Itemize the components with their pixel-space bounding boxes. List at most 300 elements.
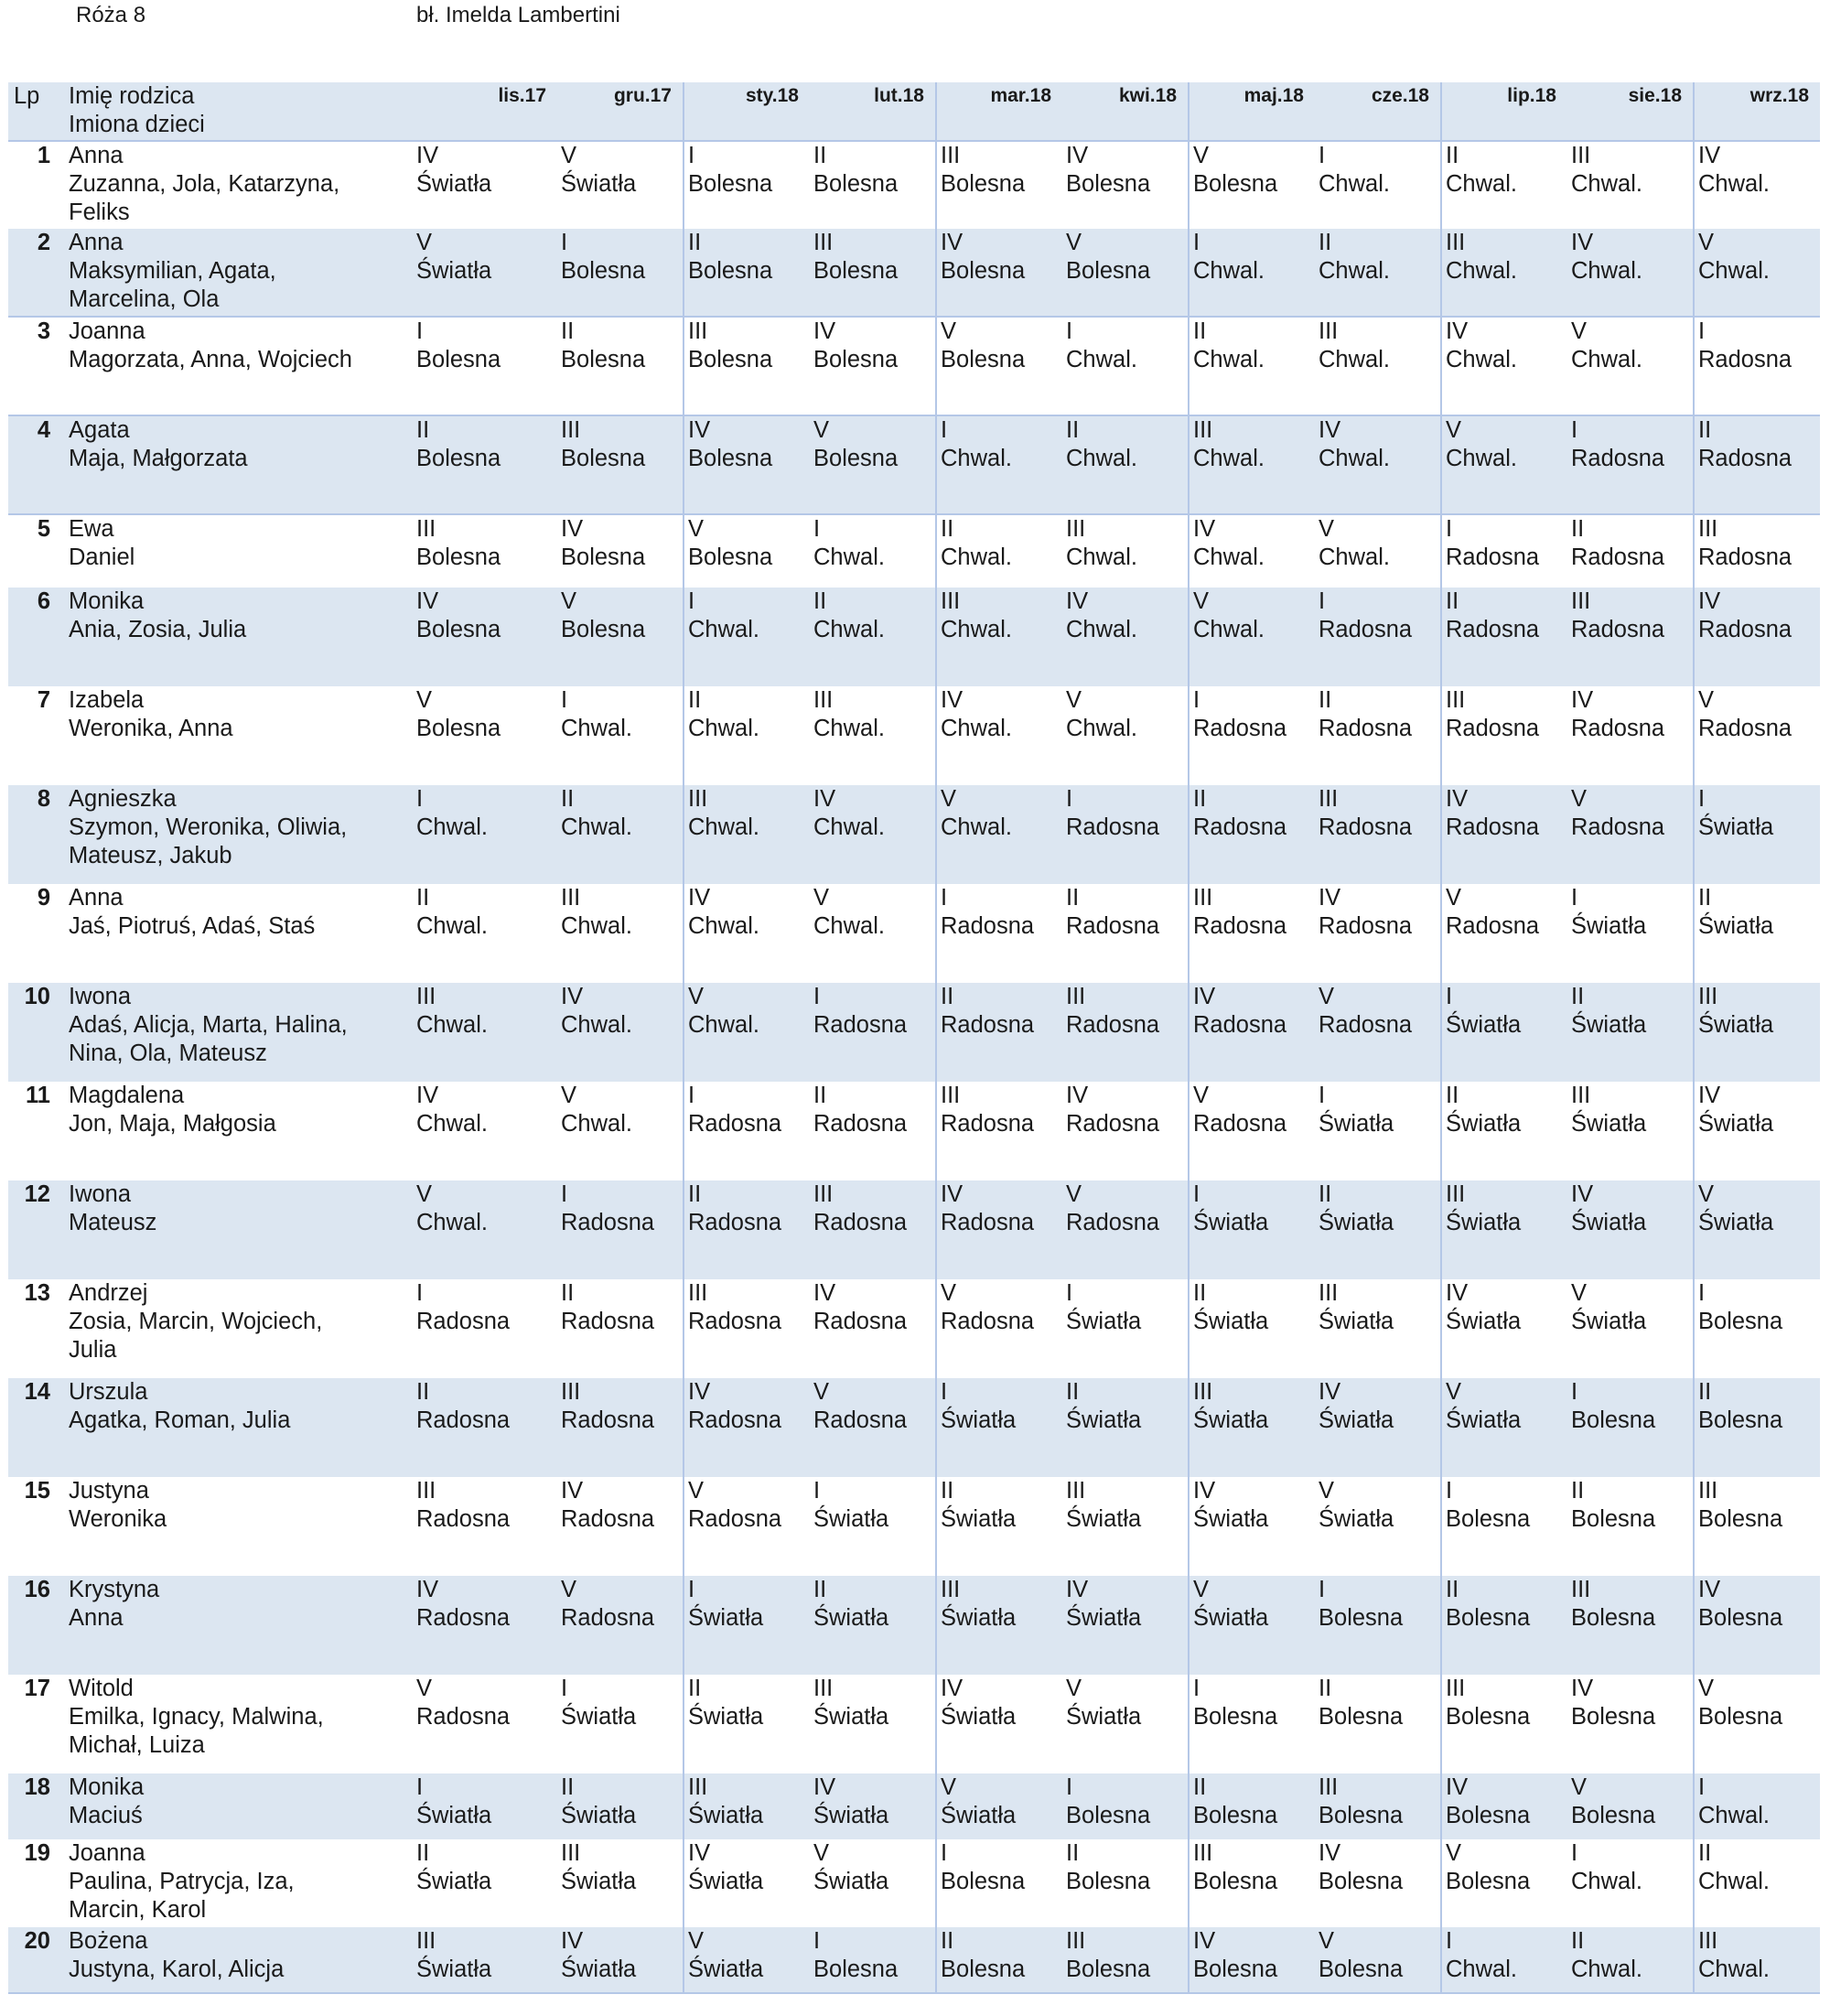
mystery-cell: [1567, 983, 1694, 1082]
mystery-number: III: [1698, 984, 1718, 1009]
mystery-number: IV: [1193, 516, 1216, 542]
mystery-number: II: [1066, 417, 1080, 443]
mystery-cell: [936, 1839, 1062, 1927]
mystery-part: Chwal.: [1446, 1957, 1517, 1982]
mystery-cell: [1694, 884, 1820, 983]
mystery-number: III: [813, 1181, 834, 1207]
mystery-part: Bolesna: [1193, 1704, 1278, 1730]
table-row: [8, 983, 1820, 1082]
mystery-cell: [810, 1839, 936, 1927]
mystery-cell: [557, 1576, 684, 1675]
mystery-number: IV: [416, 1083, 439, 1108]
lp-header: Lp: [8, 82, 69, 141]
mystery-number: III: [1193, 1840, 1213, 1866]
mystery-number: V: [941, 1280, 957, 1306]
mystery-part: Radosna: [416, 1506, 511, 1532]
mystery-part: Radosna: [688, 1506, 782, 1532]
mystery-cell: [1567, 1082, 1694, 1180]
mystery-number: II: [688, 1676, 702, 1701]
mystery-number: IV: [1571, 687, 1594, 713]
table-row: [8, 514, 1820, 588]
mystery-number: II: [941, 1928, 954, 1954]
mystery-part: Bolesna: [688, 171, 773, 197]
table-row: [8, 588, 1820, 686]
mystery-cell: [684, 1082, 810, 1180]
mystery-cell: [1315, 141, 1441, 229]
mystery-cell: [1189, 415, 1315, 514]
mystery-cell: [1315, 1927, 1441, 1993]
mystery-number: II: [1698, 1840, 1712, 1866]
mystery-cell: [1694, 785, 1820, 884]
mystery-number: III: [561, 1840, 581, 1866]
mystery-part: Światła: [1446, 1012, 1522, 1038]
mystery-number: III: [1571, 1577, 1591, 1602]
mystery-part: Chwal.: [1446, 446, 1517, 471]
parent-name: Monika: [69, 588, 145, 614]
mystery-number: III: [813, 1676, 834, 1701]
mystery-part: Radosna: [941, 1012, 1035, 1038]
mystery-number: II: [1446, 588, 1459, 614]
mystery-number: I: [813, 1928, 821, 1954]
mystery-part: Bolesna: [941, 1869, 1026, 1894]
mystery-number: IV: [1446, 1280, 1469, 1306]
children-names: Anna: [69, 1605, 124, 1631]
mystery-number: II: [813, 1083, 827, 1108]
mystery-number: I: [1066, 318, 1073, 344]
mystery-part: Radosna: [561, 1506, 655, 1532]
mystery-cell: [684, 686, 810, 785]
mystery-cell: [1189, 141, 1315, 229]
parent-name: Ewa: [69, 516, 114, 542]
mystery-cell: [1315, 1279, 1441, 1378]
mystery-cell: [1567, 141, 1694, 229]
mystery-cell: [1567, 229, 1694, 317]
mystery-number: III: [1066, 516, 1086, 542]
mystery-part: Światła: [1698, 1012, 1774, 1038]
mystery-cell: [1189, 1773, 1315, 1839]
mystery-number: I: [1319, 588, 1326, 614]
mystery-part: Radosna: [561, 1407, 655, 1433]
mystery-number: V: [561, 1577, 577, 1602]
mystery-number: V: [1319, 1478, 1335, 1504]
mystery-part: Radosna: [1571, 716, 1665, 741]
mystery-number: IV: [688, 417, 711, 443]
mystery-number: III: [561, 1379, 581, 1405]
mystery-number: V: [1066, 1181, 1082, 1207]
mystery-cell: [1062, 415, 1189, 514]
schedule-table: [8, 82, 1820, 1994]
name-cell: [69, 1082, 413, 1180]
table-row: [8, 317, 1820, 415]
mystery-number: II: [1066, 1379, 1080, 1405]
mystery-part: Radosna: [813, 1309, 908, 1334]
row-number: 4: [8, 415, 69, 514]
name-cell: [69, 785, 413, 884]
mystery-part: Radosna: [561, 1605, 655, 1631]
mystery-part: Bolesna: [1571, 1506, 1656, 1532]
mystery-cell: [684, 1675, 810, 1773]
mystery-cell: [936, 415, 1062, 514]
children-names: Adaś, Alicja, Marta, Halina,: [69, 1012, 348, 1038]
mystery-number: II: [813, 1577, 827, 1602]
mystery-cell: [413, 1477, 557, 1576]
mystery-number: II: [941, 516, 954, 542]
mystery-number: II: [1698, 1379, 1712, 1405]
mystery-cell: [1567, 514, 1694, 588]
month-header: sie.18: [1567, 82, 1694, 141]
mystery-number: III: [1319, 786, 1339, 812]
mystery-part: Bolesna: [1446, 1869, 1531, 1894]
mystery-cell: [1315, 317, 1441, 415]
mystery-cell: [1062, 1180, 1189, 1279]
mystery-cell: [1315, 229, 1441, 317]
row-number: 9: [37, 885, 50, 911]
mystery-cell: [1189, 1675, 1315, 1773]
mystery-cell: [1441, 1927, 1567, 1993]
mystery-number: V: [1571, 318, 1588, 344]
mystery-number: I: [1193, 687, 1200, 713]
mystery-cell: [1189, 1839, 1315, 1927]
mystery-cell: [1567, 686, 1694, 785]
mystery-cell: [413, 983, 557, 1082]
mystery-number: II: [416, 1840, 430, 1866]
month-header: sty.18: [684, 82, 810, 141]
mystery-number: IV: [1319, 1840, 1341, 1866]
mystery-part: Bolesna: [688, 347, 773, 372]
mystery-part: Światła: [941, 1605, 1017, 1631]
mystery-cell: [413, 415, 557, 514]
children-names: Jaś, Piotruś, Adaś, Staś: [69, 913, 316, 939]
mystery-number: IV: [688, 885, 711, 911]
mystery-part: Chwal.: [1446, 171, 1517, 197]
mystery-number: V: [1066, 230, 1082, 255]
mystery-cell: [413, 1180, 557, 1279]
mystery-part: Radosna: [688, 1111, 782, 1137]
mystery-cell: [936, 785, 1062, 884]
mystery-part: Radosna: [1698, 716, 1792, 741]
mystery-number: II: [1446, 1083, 1459, 1108]
mystery-cell: [1694, 983, 1820, 1082]
mystery-number: II: [1193, 318, 1207, 344]
mystery-number: V: [941, 1774, 957, 1800]
mystery-part: Światła: [1698, 1210, 1774, 1235]
mystery-number: I: [688, 143, 695, 168]
mystery-part: Światła: [1066, 1704, 1142, 1730]
mystery-part: Chwal.: [1193, 347, 1265, 372]
mystery-cell: [684, 514, 810, 588]
mystery-part: Chwal.: [688, 716, 759, 741]
mystery-part: Chwal.: [1319, 347, 1390, 372]
mystery-part: Radosna: [1698, 544, 1792, 570]
mystery-part: Światła: [1066, 1407, 1142, 1433]
mystery-cell: [1567, 1576, 1694, 1675]
mystery-cell: [1441, 229, 1567, 317]
mystery-cell: [936, 1082, 1062, 1180]
table-row: [8, 1279, 1820, 1378]
children-names: Paulina, Patrycja, Iza,: [69, 1869, 295, 1894]
parent-name: Krystyna: [69, 1577, 160, 1602]
children-names: Szymon, Weronika, Oliwia,: [69, 814, 348, 840]
mystery-number: II: [416, 885, 430, 911]
mystery-part: Radosna: [813, 1210, 908, 1235]
parent-name: Iwona: [69, 984, 132, 1009]
parent-name: Joanna: [69, 318, 145, 344]
children-names: Zuzanna, Jola, Katarzyna,: [69, 171, 340, 197]
mystery-part: Radosna: [1319, 814, 1413, 840]
mystery-part: Radosna: [1571, 544, 1665, 570]
mystery-cell: [1315, 884, 1441, 983]
mystery-number: V: [416, 1181, 433, 1207]
mystery-cell: [1441, 1378, 1567, 1477]
mystery-part: Radosna: [1066, 913, 1160, 939]
mystery-part: Bolesna: [1446, 1605, 1531, 1631]
mystery-cell: [1189, 983, 1315, 1082]
mystery-part: Bolesna: [1066, 258, 1151, 284]
mystery-part: Radosna: [1446, 913, 1540, 939]
mystery-part: Chwal.: [1193, 446, 1265, 471]
mystery-part: Bolesna: [1319, 1869, 1404, 1894]
mystery-part: Światła: [1571, 1012, 1647, 1038]
mystery-part: Chwal.: [416, 1012, 488, 1038]
mystery-part: Światła: [813, 1704, 889, 1730]
mystery-cell: [1441, 1477, 1567, 1576]
mystery-part: Radosna: [1066, 1012, 1160, 1038]
mystery-cell: [936, 983, 1062, 1082]
mystery-cell: [1062, 317, 1189, 415]
mystery-part: Światła: [416, 1869, 492, 1894]
mystery-cell: [1441, 686, 1567, 785]
mystery-number: III: [1571, 588, 1591, 614]
mystery-part: Bolesna: [561, 617, 646, 642]
mystery-part: Światła: [1066, 1605, 1142, 1631]
mystery-part: Światła: [1446, 1111, 1522, 1137]
mystery-part: Chwal.: [813, 544, 885, 570]
parent-name: Justyna: [69, 1478, 149, 1504]
name-cell: [69, 514, 413, 588]
mystery-part: Chwal.: [1066, 544, 1137, 570]
mystery-number: I: [813, 516, 821, 542]
mystery-part: Światła: [688, 1803, 764, 1828]
mystery-number: II: [1698, 885, 1712, 911]
row-number: 15: [24, 1478, 50, 1504]
month-header: wrz.18: [1694, 82, 1820, 141]
mystery-number: I: [1698, 318, 1706, 344]
mystery-cell: [1441, 141, 1567, 229]
mystery-number: V: [1571, 1280, 1588, 1306]
mystery-number: II: [1571, 1478, 1585, 1504]
mystery-cell: [557, 514, 684, 588]
mystery-number: II: [688, 687, 702, 713]
mystery-part: Bolesna: [1698, 1309, 1783, 1334]
mystery-cell: [1062, 588, 1189, 686]
mystery-part: Chwal.: [1193, 617, 1265, 642]
mystery-number: II: [1446, 143, 1459, 168]
mystery-cell: [1062, 141, 1189, 229]
mystery-number: III: [688, 1774, 708, 1800]
table-row: [8, 141, 1820, 229]
mystery-part: Chwal.: [416, 1111, 488, 1137]
mystery-number: III: [1698, 516, 1718, 542]
mystery-part: Radosna: [1319, 617, 1413, 642]
table-row: [8, 1773, 1820, 1839]
mystery-part: Radosna: [416, 1407, 511, 1433]
mystery-cell: [1315, 1180, 1441, 1279]
parent-name: Iwona: [69, 1181, 132, 1207]
mystery-part: Chwal.: [941, 716, 1012, 741]
mystery-number: V: [1193, 143, 1210, 168]
name-cell: [69, 317, 413, 415]
mystery-cell: [557, 1279, 684, 1378]
children-names: Jon, Maja, Małgosia: [69, 1111, 276, 1137]
mystery-part: Światła: [813, 1803, 889, 1828]
mystery-cell: [1694, 686, 1820, 785]
mystery-part: Światła: [561, 1869, 637, 1894]
mystery-part: Chwal.: [813, 617, 885, 642]
name-cell: [69, 1576, 413, 1675]
mystery-part: Radosna: [1066, 1210, 1160, 1235]
mystery-cell: [684, 1378, 810, 1477]
mystery-part: Światła: [1066, 1506, 1142, 1532]
mystery-cell: [1062, 1773, 1189, 1839]
mystery-part: Radosna: [1193, 814, 1287, 840]
mystery-cell: [1567, 1773, 1694, 1839]
mystery-cell: [936, 1576, 1062, 1675]
mystery-cell: [557, 141, 684, 229]
mystery-cell: [684, 317, 810, 415]
mystery-number: II: [941, 984, 954, 1009]
mystery-number: V: [1446, 417, 1462, 443]
row-number: 14: [24, 1379, 50, 1405]
mystery-cell: [413, 1082, 557, 1180]
children-names: Magorzata, Anna, Wojciech: [69, 347, 352, 372]
children-names: Weronika, Anna: [69, 716, 233, 741]
name-cell: [69, 1927, 413, 1993]
mystery-cell: [684, 1279, 810, 1378]
row-number: 10: [24, 984, 50, 1009]
mystery-part: Radosna: [1319, 716, 1413, 741]
mystery-cell: [1062, 983, 1189, 1082]
mystery-cell: [810, 1082, 936, 1180]
mystery-cell: [413, 1378, 557, 1477]
mystery-number: IV: [561, 1928, 584, 1954]
mystery-cell: [684, 884, 810, 983]
mystery-part: Światła: [1698, 913, 1774, 939]
mystery-cell: [684, 1576, 810, 1675]
mystery-part: Radosna: [416, 1605, 511, 1631]
row-number: 3: [8, 317, 69, 415]
mystery-part: Bolesna: [688, 446, 773, 471]
mystery-cell: [557, 983, 684, 1082]
mystery-cell: [413, 1576, 557, 1675]
mystery-part: Chwal.: [1319, 544, 1390, 570]
mystery-part: Radosna: [416, 1704, 511, 1730]
mystery-cell: [936, 514, 1062, 588]
mystery-cell: [557, 1675, 684, 1773]
mystery-cell: [810, 229, 936, 317]
mystery-part: Bolesna: [1066, 1803, 1151, 1828]
mystery-cell: [1694, 1378, 1820, 1477]
mystery-part: Światła: [1193, 1210, 1269, 1235]
mystery-cell: [936, 141, 1062, 229]
mystery-part: Bolesna: [813, 258, 899, 284]
mystery-number: I: [813, 984, 821, 1009]
mystery-cell: [684, 141, 810, 229]
mystery-number: III: [813, 230, 834, 255]
mystery-cell: [557, 1839, 684, 1927]
mystery-number: II: [1319, 230, 1332, 255]
mystery-number: III: [416, 984, 436, 1009]
mystery-number: IV: [941, 1676, 963, 1701]
mystery-part: Chwal.: [1319, 446, 1390, 471]
mystery-cell: [1567, 785, 1694, 884]
name-cell: [69, 588, 413, 686]
parent-name: Andrzej: [69, 1280, 148, 1306]
mystery-cell: [936, 229, 1062, 317]
mystery-cell: [810, 514, 936, 588]
mystery-number: I: [1446, 1928, 1453, 1954]
children-names: Maksymilian, Agata,: [69, 258, 276, 284]
mystery-number: II: [688, 230, 702, 255]
mystery-cell: [936, 1180, 1062, 1279]
mystery-part: Światła: [1319, 1506, 1394, 1532]
mystery-part: Światła: [941, 1407, 1017, 1433]
mystery-part: Radosna: [561, 1309, 655, 1334]
mystery-part: Radosna: [1571, 814, 1665, 840]
mystery-cell: [684, 1927, 810, 1993]
mystery-cell: [1694, 229, 1820, 317]
mystery-cell: [1189, 785, 1315, 884]
table-row: [8, 229, 1820, 317]
mystery-cell: [557, 686, 684, 785]
mystery-part: Światła: [416, 171, 492, 197]
mystery-number: I: [416, 1280, 424, 1306]
mystery-cell: [1694, 514, 1820, 588]
mystery-number: II: [1319, 687, 1332, 713]
children-header: Imiona dzieci: [69, 112, 205, 137]
mystery-number: V: [688, 984, 705, 1009]
mystery-part: Światła: [688, 1704, 764, 1730]
mystery-number: I: [941, 1840, 948, 1866]
mystery-part: Chwal.: [688, 814, 759, 840]
mystery-number: III: [1066, 1478, 1086, 1504]
row-number: 7: [37, 687, 50, 713]
mystery-part: Światła: [1446, 1210, 1522, 1235]
mystery-part: Światła: [1446, 1407, 1522, 1433]
mystery-cell: [810, 983, 936, 1082]
parent-name: Agnieszka: [69, 786, 177, 812]
parent-name: Monika: [69, 1774, 145, 1800]
month-header: lis.17: [413, 82, 557, 141]
mystery-part: Światła: [561, 171, 637, 197]
mystery-cell: [1694, 1279, 1820, 1378]
mystery-cell: [936, 884, 1062, 983]
mystery-cell: [1567, 415, 1694, 514]
mystery-number: V: [561, 588, 577, 614]
mystery-cell: [1694, 588, 1820, 686]
mystery-number: I: [561, 1181, 568, 1207]
mystery-part: Chwal.: [688, 1012, 759, 1038]
mystery-part: Chwal.: [1698, 258, 1770, 284]
name-cell: [69, 1477, 413, 1576]
mystery-number: I: [1698, 786, 1706, 812]
mystery-number: IV: [941, 687, 963, 713]
mystery-part: Bolesna: [1698, 1506, 1783, 1532]
mystery-number: I: [1446, 516, 1453, 542]
row-number: 8: [37, 786, 50, 812]
mystery-number: V: [941, 318, 957, 344]
children-names: Feliks: [69, 199, 130, 225]
mystery-part: Bolesna: [941, 258, 1026, 284]
